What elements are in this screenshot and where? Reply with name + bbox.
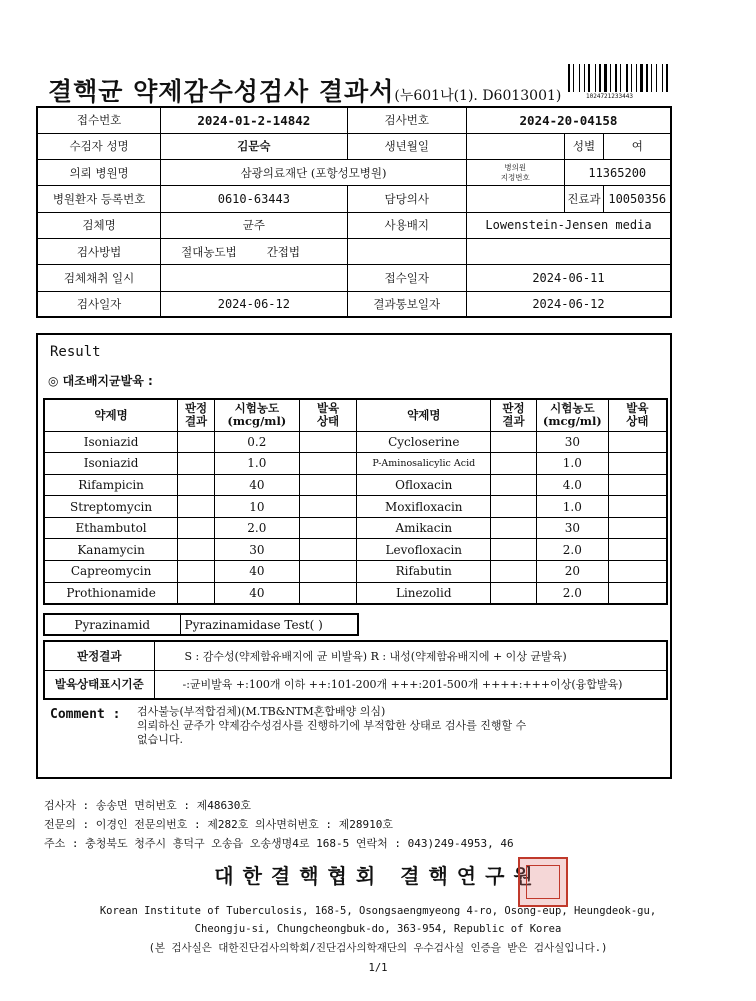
right-conc: 1.0: [536, 453, 608, 475]
page-number: 1/1: [368, 962, 388, 974]
left-growth: [299, 561, 357, 583]
barcode-bar: [608, 64, 609, 92]
drug-row: [44, 582, 667, 604]
method-1: 절대농도법: [181, 244, 237, 259]
right-judge: [491, 582, 537, 604]
left-drug-name: Kanamycin: [44, 539, 178, 561]
drug-row: [44, 561, 667, 583]
collect-date-value: [161, 265, 347, 291]
left-growth: [299, 474, 357, 496]
col-conc-2: [536, 399, 608, 431]
left-judge: [178, 561, 215, 583]
left-conc: 10: [214, 496, 299, 518]
barcode-bar: [631, 64, 632, 92]
hospital-label: 의뢰 병원명: [37, 160, 161, 186]
info-row: [37, 212, 671, 238]
pza-test: Pyrazinamidase Test( ): [180, 614, 358, 635]
left-judge: [178, 453, 215, 475]
barcode-bar: [662, 64, 663, 92]
legend-table: [43, 640, 668, 700]
right-drug-name: Amikacin: [357, 517, 491, 539]
method-2: 간접법: [266, 244, 301, 259]
col-growth-text: 발육 상태: [316, 401, 340, 429]
info-row: [37, 186, 671, 212]
address-en-2: Cheongju-si, Chungcheongbuk-do, 363-954, Republic of Korea: [194, 923, 562, 935]
barcode-bar: [595, 64, 596, 92]
left-growth: [299, 539, 357, 561]
barcode-bar: [636, 64, 637, 92]
col-judge-2-text: 판정 결과: [502, 401, 525, 429]
barcode-bar: [638, 64, 639, 92]
official-seal: [518, 857, 568, 907]
hospital-code-label: [466, 160, 564, 186]
barcode-bar: [586, 64, 587, 92]
method-label: 검사방법: [37, 238, 161, 264]
institution-name: 대한결핵협회 결핵연구원: [214, 864, 542, 888]
patient-name-label: 수검자 성명: [37, 133, 161, 159]
col-growth: [299, 399, 357, 431]
barcode-bar: [573, 64, 574, 92]
test-date-label: 검사일자: [37, 291, 161, 317]
info-row: [37, 291, 671, 317]
left-drug-name: Isoniazid: [44, 431, 178, 453]
drug-row: [44, 496, 667, 518]
address-en-1: Korean Institute of Tuberculosis, 168-5, Osongsaengmyeong 4-ro, Osong-eup, Heungdeok-gu,: [99, 905, 657, 917]
collect-date-label: 검체채취 일시: [37, 265, 161, 291]
left-drug-name: Prothionamide: [44, 582, 178, 604]
drug-row: [44, 431, 667, 453]
barcode-bar: [602, 64, 603, 92]
right-drug-name: Ofloxacin: [357, 474, 491, 496]
left-judge: [178, 474, 215, 496]
drug-header-row: [44, 399, 667, 431]
right-judge: [491, 496, 537, 518]
judge-legend-label: 판정결과: [44, 641, 154, 670]
right-conc: 2.0: [536, 539, 608, 561]
patient-name-value: 김문숙: [161, 133, 347, 159]
left-conc: 30: [214, 539, 299, 561]
patient-reg-value: 0610-63443: [161, 186, 347, 212]
barcode-bar: [610, 64, 611, 92]
pyrazinamide-table: [43, 613, 359, 636]
left-drug-name: Rifampicin: [44, 474, 178, 496]
left-conc: 40: [214, 561, 299, 583]
barcode-bar: [568, 64, 570, 92]
barcode-bar: [653, 64, 655, 92]
growth-legend-text: -:균비발육 +:100개 이하 ++:101-200개 +++:201-500개 ++++:+++이상(융합발육): [154, 670, 667, 699]
right-conc: 1.0: [536, 496, 608, 518]
left-drug-name: Streptomycin: [44, 496, 178, 518]
comment-line-2: 의뢰하신 균주가 약제감수성검사를 진행하기에 부적합한 상태로 검사를 진행할 수: [137, 719, 527, 732]
left-growth: [299, 431, 357, 453]
right-drug-name: Linezolid: [357, 582, 491, 604]
control-growth-label: ◎ 대조배지균발육 :: [48, 374, 153, 388]
title-text: 결핵균 약제감수성검사 결과서: [48, 77, 395, 106]
form-code: (누601나(1). D6013001): [394, 88, 562, 104]
method-blank: [347, 238, 466, 264]
barcode-bar: [612, 64, 614, 92]
specimen-label: 검체명: [37, 212, 161, 238]
barcode-bar: [658, 64, 661, 92]
growth-legend-label: 발육상태표시기준: [44, 670, 154, 699]
left-judge: [178, 517, 215, 539]
result-title: Result: [50, 344, 101, 360]
judge-legend-text: S : 감수성(약제함유배지에 균 비발육) R : 내성(약제함유배지에 + 이상 균발육): [154, 641, 667, 670]
right-judge: [491, 453, 537, 475]
right-drug-name: Moxifloxacin: [357, 496, 491, 518]
specialist-line: 전문의 : 이경인 전문의번호 : 제282호 의사면허번호 : 제28910호: [44, 818, 393, 831]
drug-row: [44, 453, 667, 475]
barcode-bar: [649, 64, 650, 92]
right-growth: [608, 517, 667, 539]
right-drug-name: Levofloxacin: [357, 539, 491, 561]
right-drug-name: Cycloserine: [357, 431, 491, 453]
hospital-value: 삼광의료재단 (포항성모병원): [161, 160, 467, 186]
barcode-bar: [626, 64, 628, 92]
address-line: 주소 : 충청북도 청주시 흥덕구 오송읍 오송생명4로 168-5 연락처 : 043)249-4953, 46: [44, 837, 514, 850]
col-drug-2: 약제명: [357, 399, 491, 431]
right-conc: 2.0: [536, 582, 608, 604]
right-growth: [608, 582, 667, 604]
barcode-bar: [579, 64, 580, 92]
barcode-bar: [575, 64, 578, 92]
left-growth: [299, 453, 357, 475]
receipt-no-value: 2024-01-2-14842: [161, 107, 347, 133]
col-judge-text: 판정 결과: [184, 401, 208, 429]
patient-reg-label: 병원환자 등록번호: [37, 186, 161, 212]
patient-info-table: [36, 106, 672, 318]
left-judge: [178, 496, 215, 518]
right-conc: 4.0: [536, 474, 608, 496]
right-growth: [608, 496, 667, 518]
barcode-bar: [646, 64, 648, 92]
col-judge-2: [491, 399, 537, 431]
right-judge: [491, 539, 537, 561]
right-drug-name: Rifabutin: [357, 561, 491, 583]
right-judge: [491, 561, 537, 583]
exam-no-label: 검사번호: [347, 107, 466, 133]
left-drug-name: Isoniazid: [44, 453, 178, 475]
pza-row: [44, 614, 358, 635]
dept-value: 10050356: [604, 186, 671, 212]
col-conc: [214, 399, 299, 431]
barcode-bar: [622, 64, 625, 92]
method-blank-2: [466, 238, 671, 264]
barcode-bar: [591, 64, 594, 92]
right-conc: 30: [536, 431, 608, 453]
right-growth: [608, 474, 667, 496]
barcode-bar: [656, 64, 657, 92]
pza-label: Pyrazinamid: [44, 614, 180, 635]
test-date-value: 2024-06-12: [161, 291, 347, 317]
sex-value: 여: [604, 133, 671, 159]
report-date-label: 결과통보일자: [347, 291, 466, 317]
doctor-label: 담당의사: [347, 186, 466, 212]
right-growth: [608, 561, 667, 583]
hospital-code-label-text: 병의원 지정번호: [500, 162, 530, 182]
right-growth: [608, 453, 667, 475]
barcode-bar: [620, 64, 621, 92]
tester-line: 검사자 : 송송면 면허번호 : 제48630호: [44, 799, 251, 812]
specimen-value: 균주: [161, 212, 347, 238]
dob-value: [466, 133, 564, 159]
drug-row: [44, 517, 667, 539]
right-conc: 30: [536, 517, 608, 539]
comment-line-3: 없습니다.: [137, 733, 184, 746]
left-conc: 40: [214, 474, 299, 496]
drug-rows: [44, 431, 667, 604]
medium-value: Lowenstein-Jensen media: [466, 212, 671, 238]
comment-line-1: 검사불능(부적합검체)(M.TB&NTM혼합배양 의심): [137, 705, 386, 718]
left-conc: 2.0: [214, 517, 299, 539]
comment-text: [137, 705, 657, 747]
right-conc: 20: [536, 561, 608, 583]
report-date-value: 2024-06-12: [466, 291, 671, 317]
barcode-bar: [629, 64, 630, 92]
barcode-number: 1024721233443: [586, 93, 633, 100]
judge-legend-row: [44, 641, 667, 670]
growth-legend-row: [44, 670, 667, 699]
info-row: [37, 133, 671, 159]
info-row: [37, 265, 671, 291]
left-drug-name: Capreomycin: [44, 561, 178, 583]
info-row: [37, 107, 671, 133]
col-judge: [178, 399, 215, 431]
barcode-bar: [584, 64, 585, 92]
left-growth: [299, 517, 357, 539]
medium-label: 사용배지: [347, 212, 466, 238]
barcode-bar: [664, 64, 665, 92]
barcode-bar: [581, 64, 583, 92]
barcode-bar: [571, 64, 572, 92]
left-growth: [299, 496, 357, 518]
dept-label: 진료과: [564, 186, 604, 212]
exam-no-value: 2024-20-04158: [466, 107, 671, 133]
barcode-bar: [651, 64, 652, 92]
left-judge: [178, 582, 215, 604]
right-judge: [491, 474, 537, 496]
barcode-bar: [599, 64, 601, 92]
right-judge: [491, 431, 537, 453]
col-drug: 약제명: [44, 399, 178, 431]
method-value: [161, 238, 347, 264]
barcode-bar: [666, 64, 668, 92]
info-row: [37, 238, 671, 264]
comment-label: Comment :: [50, 707, 121, 722]
col-growth-2: [608, 399, 667, 431]
barcode-bar: [633, 64, 635, 92]
barcode-bar: [597, 64, 598, 92]
barcode-bar: [615, 64, 617, 92]
barcode-bar: [618, 64, 619, 92]
left-conc: 0.2: [214, 431, 299, 453]
col-conc-2-text: 시험농도 (mcg/ml): [542, 401, 602, 429]
barcode-bar: [604, 64, 607, 92]
right-growth: [608, 539, 667, 561]
drug-results-table: [43, 398, 668, 605]
certification-note: (본 검사실은 대한진단검사의학회/진단검사의학재단의 우수검사실 인증을 받은 검사실입니다.): [148, 942, 608, 954]
hospital-code-value: 11365200: [564, 160, 671, 186]
left-judge: [178, 539, 215, 561]
left-conc: 1.0: [214, 453, 299, 475]
receive-date-value: 2024-06-11: [466, 265, 671, 291]
doctor-value: [466, 186, 564, 212]
left-drug-name: Ethambutol: [44, 517, 178, 539]
barcode-bar: [669, 64, 670, 92]
col-growth-2-text: 발육 상태: [626, 401, 649, 429]
receipt-no-label: 접수번호: [37, 107, 161, 133]
left-conc: 40: [214, 582, 299, 604]
right-judge: [491, 517, 537, 539]
col-conc-text: 시험농도 (mcg/ml): [227, 401, 287, 429]
drug-row: [44, 474, 667, 496]
barcode-bar: [640, 64, 643, 92]
receive-date-label: 접수일자: [347, 265, 466, 291]
barcode-bar: [644, 64, 645, 92]
right-growth: [608, 431, 667, 453]
document-title: [48, 72, 561, 108]
info-row: [37, 160, 671, 186]
right-drug-name: P-Aminosalicylic Acid: [357, 453, 491, 475]
barcode: [568, 64, 670, 92]
left-growth: [299, 582, 357, 604]
sex-label: 성별: [564, 133, 604, 159]
left-judge: [178, 431, 215, 453]
drug-row: [44, 539, 667, 561]
barcode-bar: [588, 64, 590, 92]
dob-label: 생년월일: [347, 133, 466, 159]
